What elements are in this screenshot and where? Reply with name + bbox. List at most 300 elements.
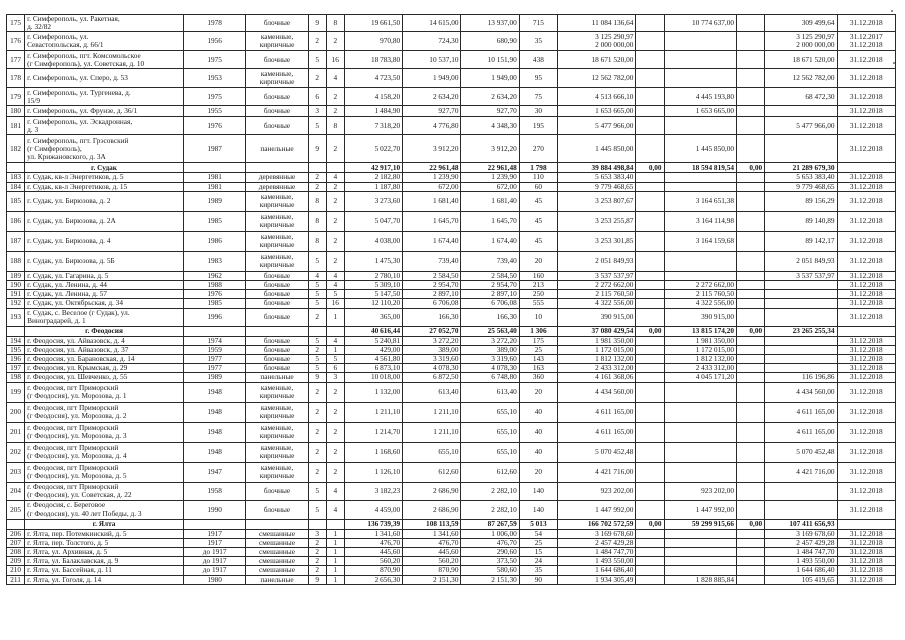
total-cost-cell: 2 115 760,50: [558, 290, 636, 299]
table-row: [7, 32, 896, 51]
year-cell: 1977: [183, 355, 245, 364]
deadline-cell: 31.12.2018: [837, 231, 895, 251]
residential-area-cell: 2 282,10: [461, 500, 519, 519]
total-cost-cell: 1 812 132,00: [558, 355, 636, 364]
living-area-cell: 1 239,90: [403, 173, 461, 182]
address-cell: г. Феодосия, пгт Приморский (г Феодосия), ул. Морозова, д. 2: [25, 402, 184, 422]
owner-funds-cell: 2 457 429,28: [765, 538, 837, 547]
entrances-cell: 1: [326, 345, 344, 354]
group-total-area-cell: 136 739,39: [344, 519, 402, 529]
residential-area-cell: 655,10: [461, 422, 519, 442]
year-cell: 1977: [183, 364, 245, 373]
total-area-cell: 4 561,80: [344, 355, 402, 364]
living-area-cell: 739,40: [403, 251, 461, 271]
group-total-cost-cell: 39 884 498,84: [558, 163, 636, 173]
regional-funds-cell: [664, 117, 736, 135]
total-area-cell: 2 780,10: [344, 271, 402, 280]
table-row: [7, 575, 896, 584]
living-area-cell: 2 954,70: [403, 281, 461, 290]
deadline-cell: 31.12.2017 31.12.2018: [837, 32, 895, 51]
wall-material-cell: смешанные: [246, 557, 308, 566]
group-name-cell: г. Ялта: [25, 519, 184, 529]
residents-cell: 110: [519, 173, 557, 182]
table-row: [7, 211, 896, 231]
living-area-cell: 613,40: [403, 382, 461, 402]
floors-cell: 5: [308, 117, 326, 135]
owner-funds-cell: 4 611 165,00: [765, 422, 837, 442]
total-area-cell: 2 656,30: [344, 575, 402, 584]
deadline-cell: 31.12.2018: [837, 211, 895, 231]
floors-cell: 2: [308, 308, 326, 326]
regional-funds-cell: [664, 251, 736, 271]
group-name-cell: г. Феодосия: [25, 326, 184, 336]
regional-funds-cell: [664, 538, 736, 547]
floors-cell: 9: [308, 135, 326, 163]
table-row: [7, 566, 896, 575]
entrances-cell: 5: [326, 355, 344, 364]
owner-funds-cell: [765, 281, 837, 290]
living-area-cell: 1 949,00: [403, 69, 461, 88]
row-number: 211: [7, 575, 25, 584]
residents-cell: 95: [519, 69, 557, 88]
year-cell: 1975: [183, 88, 245, 106]
wall-material-cell: блочные: [246, 290, 308, 299]
federal-funds-cell: [636, 548, 664, 557]
address-cell: г. Феодосия, пгт Приморский (г Феодосия), ул. Морозова, д. 3: [25, 422, 184, 442]
year-cell: 1948: [183, 422, 245, 442]
year-cell: 1987: [183, 135, 245, 163]
scan-speck: [891, 10, 893, 12]
residents-cell: 250: [519, 290, 557, 299]
total-cost-cell: 3 253 807,67: [558, 191, 636, 211]
wall-material-cell: каменные, кирпичные: [246, 231, 308, 251]
regional-funds-cell: 4 445 193,80: [664, 88, 736, 106]
regional-funds-cell: [664, 271, 736, 280]
residential-area-cell: 580,60: [461, 566, 519, 575]
owner-funds-cell: 4 611 165,00: [765, 402, 837, 422]
total-cost-cell: 9 779 468,65: [558, 182, 636, 191]
document-page: [6, 14, 896, 585]
address-cell: г. Симферополь, ул. Эскадронная, д. 3: [25, 117, 184, 135]
address-cell: г. Феодосия, ул. Айвазовск, д. 37: [25, 345, 184, 354]
wall-material-cell: смешанные: [246, 548, 308, 557]
table-row: [7, 106, 896, 117]
wall-material-cell: блочные: [246, 15, 308, 32]
total-area-cell: 4 459,00: [344, 500, 402, 519]
entrances-cell: 6: [326, 364, 344, 373]
address-cell: г. Судак, ул. Октябрьская, д. 34: [25, 299, 184, 308]
deadline-cell: 31.12.2018: [837, 500, 895, 519]
total-cost-cell: 2 457 429,28: [558, 538, 636, 547]
year-cell: 1974: [183, 336, 245, 345]
regional-funds-cell: 4 045 171,20: [664, 373, 736, 382]
total-cost-cell: 3 253 301,85: [558, 231, 636, 251]
local-funds-cell: [737, 88, 765, 106]
living-area-cell: 655,10: [403, 442, 461, 462]
wall-material-cell: блочные: [246, 364, 308, 373]
local-funds-cell: [737, 299, 765, 308]
group-blank-cell: [837, 163, 895, 173]
group-subtotal-row: [7, 519, 896, 529]
group-residents-cell: 1 306: [519, 326, 557, 336]
row-number: 188: [7, 251, 25, 271]
living-area-cell: 166,30: [403, 308, 461, 326]
total-cost-cell: 3 125 290,97 2 000 000,00: [558, 32, 636, 51]
residential-area-cell: 1 949,00: [461, 69, 519, 88]
wall-material-cell: блочные: [246, 482, 308, 500]
row-number: 176: [7, 32, 25, 51]
federal-funds-cell: [636, 382, 664, 402]
residential-area-cell: 1 645,70: [461, 211, 519, 231]
federal-funds-cell: [636, 281, 664, 290]
entrances-cell: 2: [326, 462, 344, 482]
group-residential-area-cell: 87 267,59: [461, 519, 519, 529]
regional-funds-cell: [664, 402, 736, 422]
living-area-cell: 1 681,40: [403, 191, 461, 211]
row-number: 198: [7, 373, 25, 382]
row-number: 177: [7, 51, 25, 69]
federal-funds-cell: [636, 182, 664, 191]
total-area-cell: 4 158,20: [344, 88, 402, 106]
residents-cell: 35: [519, 32, 557, 51]
residents-cell: 20: [519, 251, 557, 271]
total-cost-cell: 1 644 686,40: [558, 566, 636, 575]
year-cell: до 1917: [183, 548, 245, 557]
year-cell: 1989: [183, 373, 245, 382]
group-owner-funds-cell: 23 265 255,34: [765, 326, 837, 336]
entrances-cell: 1: [326, 575, 344, 584]
residential-area-cell: 4 078,30: [461, 364, 519, 373]
local-funds-cell: [737, 500, 765, 519]
local-funds-cell: [737, 462, 765, 482]
living-area-cell: 476,70: [403, 538, 461, 547]
residential-area-cell: 680,90: [461, 32, 519, 51]
owner-funds-cell: 2 051 849,93: [765, 251, 837, 271]
local-funds-cell: [737, 482, 765, 500]
living-area-cell: 2 584,50: [403, 271, 461, 280]
regional-funds-cell: 1 447 992,00: [664, 500, 736, 519]
wall-material-cell: блочные: [246, 355, 308, 364]
deadline-cell: 31.12.2018: [837, 402, 895, 422]
regional-funds-cell: 2 272 662,00: [664, 281, 736, 290]
address-cell: г. Ялта, ул. Балаклавская, д. 9: [25, 557, 184, 566]
total-cost-cell: 3 253 255,87: [558, 211, 636, 231]
wall-material-cell: панельные: [246, 575, 308, 584]
deadline-cell: 31.12.2018: [837, 364, 895, 373]
floors-cell: 2: [308, 402, 326, 422]
row-number: 180: [7, 106, 25, 117]
residents-cell: 40: [519, 422, 557, 442]
residents-cell: 140: [519, 482, 557, 500]
deadline-cell: 31.12.2018: [837, 281, 895, 290]
local-funds-cell: [737, 345, 765, 354]
group-blank-cell: [326, 163, 344, 173]
owner-funds-cell: [765, 345, 837, 354]
total-area-cell: 3 182,23: [344, 482, 402, 500]
residents-cell: 15: [519, 548, 557, 557]
deadline-cell: 31.12.2018: [837, 290, 895, 299]
year-cell: 1978: [183, 15, 245, 32]
regional-funds-cell: [664, 382, 736, 402]
address-cell: г. Симферополь, ул. Тургенева, д. 15/9: [25, 88, 184, 106]
living-area-cell: 4 776,80: [403, 117, 461, 135]
entrances-cell: 2: [326, 88, 344, 106]
deadline-cell: 31.12.2018: [837, 173, 895, 182]
residents-cell: 24: [519, 557, 557, 566]
group-total-cost-cell: 37 080 429,54: [558, 326, 636, 336]
entrances-cell: 2: [326, 402, 344, 422]
owner-funds-cell: 9 779 468,65: [765, 182, 837, 191]
residents-cell: 140: [519, 500, 557, 519]
floors-cell: 2: [308, 69, 326, 88]
residential-area-cell: 13 937,00: [461, 15, 519, 32]
floors-cell: 5: [308, 355, 326, 364]
federal-funds-cell: [636, 336, 664, 345]
owner-funds-cell: 3 537 537,97: [765, 271, 837, 280]
residents-cell: 143: [519, 355, 557, 364]
deadline-cell: 31.12.2018: [837, 51, 895, 69]
residential-area-cell: 655,10: [461, 442, 519, 462]
residential-area-cell: 2 897,10: [461, 290, 519, 299]
table-row: [7, 538, 896, 547]
total-cost-cell: 5 477 966,00: [558, 117, 636, 135]
table-row: [7, 117, 896, 135]
entrances-cell: 2: [326, 135, 344, 163]
housing-register-table: [6, 14, 896, 585]
group-residents-cell: 5 013: [519, 519, 557, 529]
living-area-cell: 1 211,10: [403, 402, 461, 422]
entrances-cell: 2: [326, 182, 344, 191]
table-row: [7, 15, 896, 32]
residents-cell: 270: [519, 135, 557, 163]
federal-funds-cell: [636, 355, 664, 364]
wall-material-cell: смешанные: [246, 566, 308, 575]
group-regional-funds-cell: 18 594 819,54: [664, 163, 736, 173]
owner-funds-cell: [765, 290, 837, 299]
owner-funds-cell: 5 653 383,40: [765, 173, 837, 182]
federal-funds-cell: [636, 211, 664, 231]
year-cell: 1989: [183, 191, 245, 211]
wall-material-cell: каменные, кирпичные: [246, 402, 308, 422]
address-cell: г. Симферополь, пгт. Грэсовский (г Симферополь), ул. Крижановского, д. 3А: [25, 135, 184, 163]
address-cell: г. Феодосия, ул. Айвазовск, д. 4: [25, 336, 184, 345]
residents-cell: 25: [519, 345, 557, 354]
wall-material-cell: каменные, кирпичные: [246, 442, 308, 462]
table-row: [7, 251, 896, 271]
local-funds-cell: [737, 211, 765, 231]
owner-funds-cell: 89 142,17: [765, 231, 837, 251]
regional-funds-cell: [664, 529, 736, 538]
total-cost-cell: 4 611 165,00: [558, 422, 636, 442]
residents-cell: 25: [519, 538, 557, 547]
owner-funds-cell: 3 169 678,60: [765, 529, 837, 538]
owner-funds-cell: 1 484 747,70: [765, 548, 837, 557]
deadline-cell: 31.12.2018: [837, 135, 895, 163]
group-blank-cell: [246, 163, 308, 173]
group-local-funds-cell: 0,00: [737, 519, 765, 529]
wall-material-cell: каменные, кирпичные: [246, 422, 308, 442]
wall-material-cell: блочные: [246, 51, 308, 69]
floors-cell: 9: [308, 15, 326, 32]
residential-area-cell: 739,40: [461, 251, 519, 271]
local-funds-cell: [737, 51, 765, 69]
total-area-cell: 1 341,60: [344, 529, 402, 538]
group-total-cost-cell: 166 702 572,59: [558, 519, 636, 529]
residential-area-cell: 6 706,08: [461, 299, 519, 308]
residents-cell: 40: [519, 442, 557, 462]
residential-area-cell: 2 282,10: [461, 482, 519, 500]
total-cost-cell: 4 161 368,06: [558, 373, 636, 382]
federal-funds-cell: [636, 299, 664, 308]
owner-funds-cell: 5 070 452,48: [765, 442, 837, 462]
wall-material-cell: блочные: [246, 336, 308, 345]
row-number: 209: [7, 557, 25, 566]
local-funds-cell: [737, 191, 765, 211]
address-cell: г. Симферополь, ул. Севастопольская, д. 66/1: [25, 32, 184, 51]
residents-cell: 715: [519, 15, 557, 32]
deadline-cell: 31.12.2018: [837, 529, 895, 538]
local-funds-cell: [737, 364, 765, 373]
living-area-cell: 3 319,60: [403, 355, 461, 364]
deadline-cell: 31.12.2018: [837, 345, 895, 354]
owner-funds-cell: [765, 355, 837, 364]
address-cell: г. Феодосия, пгт Приморский (г Феодосия), ул. Морозова, д. 1: [25, 382, 184, 402]
residential-area-cell: 927,70: [461, 106, 519, 117]
floors-cell: 9: [308, 575, 326, 584]
total-cost-cell: 1 484 747,70: [558, 548, 636, 557]
deadline-cell: 31.12.2018: [837, 88, 895, 106]
total-cost-cell: 5 070 452,48: [558, 442, 636, 462]
row-number: 202: [7, 442, 25, 462]
residents-cell: 45: [519, 191, 557, 211]
year-cell: 1959: [183, 345, 245, 354]
year-cell: 1975: [183, 51, 245, 69]
year-cell: 1962: [183, 271, 245, 280]
residents-cell: 45: [519, 231, 557, 251]
entrances-cell: 8: [326, 15, 344, 32]
total-cost-cell: 2 051 849,93: [558, 251, 636, 271]
local-funds-cell: [737, 117, 765, 135]
entrances-cell: 8: [326, 117, 344, 135]
federal-funds-cell: [636, 32, 664, 51]
living-area-cell: 389,00: [403, 345, 461, 354]
total-cost-cell: 1 445 850,00: [558, 135, 636, 163]
entrances-cell: 1: [326, 308, 344, 326]
entrances-cell: 16: [326, 299, 344, 308]
residents-cell: 60: [519, 182, 557, 191]
total-area-cell: 4 723,50: [344, 69, 402, 88]
group-regional-funds-cell: 59 299 915,66: [664, 519, 736, 529]
living-area-cell: 2 686,90: [403, 500, 461, 519]
residents-cell: 45: [519, 211, 557, 231]
deadline-cell: 31.12.2018: [837, 422, 895, 442]
entrances-cell: 2: [326, 191, 344, 211]
total-cost-cell: 4 322 556,00: [558, 299, 636, 308]
living-area-cell: 560,20: [403, 557, 461, 566]
total-area-cell: 476,70: [344, 538, 402, 547]
regional-funds-cell: [664, 566, 736, 575]
group-blank-cell: [308, 163, 326, 173]
residents-cell: 438: [519, 51, 557, 69]
federal-funds-cell: [636, 345, 664, 354]
total-cost-cell: 2 272 662,00: [558, 281, 636, 290]
federal-funds-cell: [636, 500, 664, 519]
deadline-cell: 31.12.2018: [837, 69, 895, 88]
wall-material-cell: каменные, кирпичные: [246, 382, 308, 402]
group-federal-funds-cell: 0,00: [636, 163, 664, 173]
address-cell: г. Феодосия, пгт Приморский (г Феодосия), ул. Морозова, д. 4: [25, 442, 184, 462]
deadline-cell: 31.12.2018: [837, 308, 895, 326]
owner-funds-cell: [765, 336, 837, 345]
group-blank-cell: [7, 326, 25, 336]
address-cell: г. Судак, ул. Бирюзова, д. 2: [25, 191, 184, 211]
table-body: [7, 15, 896, 585]
floors-cell: 8: [308, 211, 326, 231]
total-area-cell: 1 214,70: [344, 422, 402, 442]
total-area-cell: 560,20: [344, 557, 402, 566]
local-funds-cell: [737, 382, 765, 402]
year-cell: 1990: [183, 500, 245, 519]
deadline-cell: 31.12.2018: [837, 382, 895, 402]
total-cost-cell: 4 434 560,00: [558, 382, 636, 402]
total-area-cell: 4 038,00: [344, 231, 402, 251]
address-cell: г. Судак, ул. Гагарина, д. 5: [25, 271, 184, 280]
deadline-cell: 31.12.2018: [837, 251, 895, 271]
total-area-cell: 429,00: [344, 345, 402, 354]
floors-cell: 9: [308, 373, 326, 382]
living-area-cell: 6 706,08: [403, 299, 461, 308]
address-cell: г. Ялта, ул. Бассейная, д. 11: [25, 566, 184, 575]
wall-material-cell: блочные: [246, 117, 308, 135]
row-number: 207: [7, 538, 25, 547]
deadline-cell: 31.12.2018: [837, 182, 895, 191]
row-number: 195: [7, 345, 25, 354]
deadline-cell: 31.12.2018: [837, 548, 895, 557]
residential-area-cell: 3 912,20: [461, 135, 519, 163]
regional-funds-cell: [664, 173, 736, 182]
entrances-cell: 3: [326, 373, 344, 382]
regional-funds-cell: 1 172 015,00: [664, 345, 736, 354]
regional-funds-cell: 923 202,00: [664, 482, 736, 500]
deadline-cell: 31.12.2018: [837, 355, 895, 364]
table-row: [7, 548, 896, 557]
total-cost-cell: 1 447 992,00: [558, 500, 636, 519]
table-row: [7, 500, 896, 519]
total-cost-cell: 4 421 716,00: [558, 462, 636, 482]
floors-cell: 3: [308, 529, 326, 538]
group-blank-cell: [837, 326, 895, 336]
living-area-cell: 1 645,70: [403, 211, 461, 231]
local-funds-cell: [737, 251, 765, 271]
group-owner-funds-cell: 21 289 679,30: [765, 163, 837, 173]
owner-funds-cell: [765, 299, 837, 308]
address-cell: г. Ялта, ул. Архивная, д. 5: [25, 548, 184, 557]
regional-funds-cell: [664, 182, 736, 191]
total-area-cell: 5 147,50: [344, 290, 402, 299]
wall-material-cell: деревянные: [246, 173, 308, 182]
federal-funds-cell: [636, 566, 664, 575]
year-cell: до 1917: [183, 566, 245, 575]
residents-cell: 10: [519, 308, 557, 326]
federal-funds-cell: [636, 482, 664, 500]
year-cell: 1948: [183, 402, 245, 422]
wall-material-cell: панельные: [246, 135, 308, 163]
row-number: 179: [7, 88, 25, 106]
table-row: [7, 355, 896, 364]
federal-funds-cell: [636, 173, 664, 182]
local-funds-cell: [737, 529, 765, 538]
local-funds-cell: [737, 355, 765, 364]
